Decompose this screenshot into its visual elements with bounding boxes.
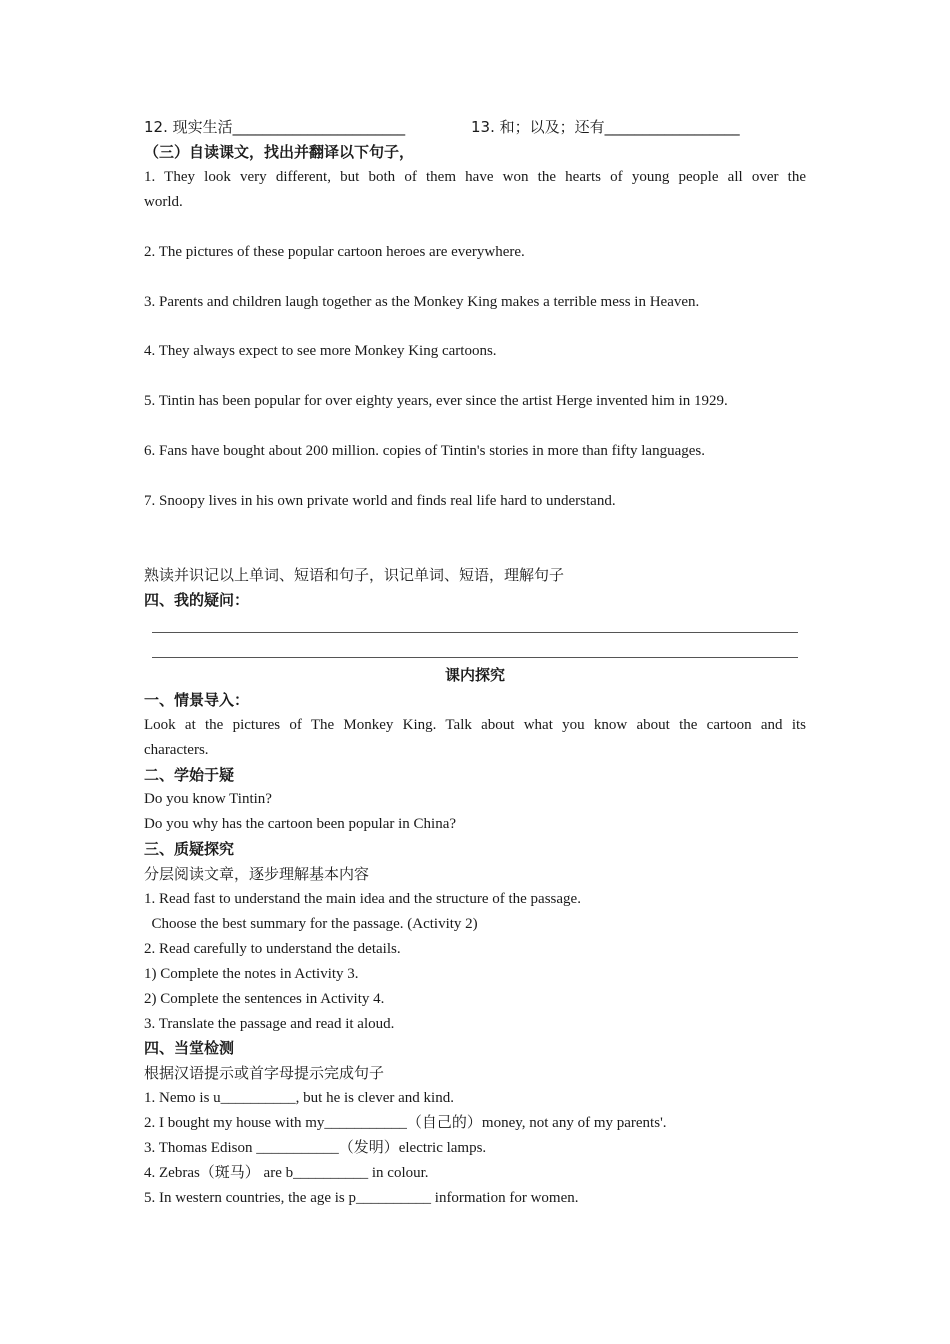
vocab-item-12: 12. 现实生活_______________________	[144, 118, 406, 136]
sentence-1-line-1: 1. They look very different, but both of them have won the hearts of young people all over the	[144, 169, 806, 185]
memorize-note: 熟读并识记以上单词、短语和句子，识记单词、短语，理解句子	[144, 566, 565, 584]
exercise-3: 3. Thomas Edison ___________（发明）electric lamps.	[144, 1140, 487, 1156]
sentence-7: 7. Snoopy lives in his own private world and finds real life hard to understand.	[144, 493, 616, 509]
part-3-line-5: 2) Complete the sentences in Activity 4.	[144, 991, 385, 1007]
section-3-heading: （三）自读课文，找出并翻译以下句子，	[144, 143, 415, 161]
vocab-row	[144, 115, 806, 140]
part-4-heading: 四、当堂检测	[144, 1039, 235, 1057]
part-4-subheading: 根据汉语提示或首字母提示完成句子	[144, 1064, 385, 1082]
part-3-line-4: 1) Complete the notes in Activity 3.	[144, 966, 359, 982]
inclass-title: 课内探究	[444, 666, 505, 684]
part-3-subheading: 分层阅读文章，逐步理解基本内容	[144, 865, 370, 883]
part-3-line-3: 2. Read carefully to understand the details.	[144, 941, 401, 957]
questions-heading: 四、我的疑问：	[144, 591, 250, 609]
sentence-4: 4. They always expect to see more Monkey King cartoons.	[144, 343, 497, 359]
part-1-line-2: characters.	[144, 742, 209, 758]
part-3-line-2: Choose the best summary for the passage. (Activity 2)	[144, 916, 478, 932]
part-2-heading: 二、学始于疑	[144, 766, 235, 784]
sentence-2: 2. The pictures of these popular cartoon heroes are everywhere.	[144, 244, 525, 260]
vocab-item-13: 13. 和；以及；还有__________________	[471, 118, 740, 136]
sentence-6: 6. Fans have bought about 200 million. copies of Tintin's stories in more than fifty languages.	[144, 443, 705, 459]
part-3-heading: 三、质疑探究	[144, 840, 235, 858]
exercise-5: 5. In western countries, the age is p__________ information for women.	[144, 1190, 579, 1206]
answer-line-1	[152, 632, 798, 633]
exercise-1: 1. Nemo is u__________, but he is clever and kind.	[144, 1090, 454, 1106]
sentence-3: 3. Parents and children laugh together as the Monkey King makes a terrible mess in Heaven.	[144, 294, 700, 310]
part-3-line-6: 3. Translate the passage and read it aloud.	[144, 1016, 395, 1032]
part-1-heading: 一、情景导入：	[144, 691, 250, 709]
part-2-question-1: Do you know Tintin?	[144, 791, 272, 807]
part-2-question-2: Do you why has the cartoon been popular in China?	[144, 816, 457, 832]
exercise-4: 4. Zebras（斑马） are b__________ in colour.	[144, 1165, 429, 1181]
sentence-1-line-2: world.	[144, 194, 183, 210]
part-3-line-1: 1. Read fast to understand the main idea and the structure of the passage.	[144, 891, 581, 907]
sentence-5: 5. Tintin has been popular for over eighty years, ever since the artist Herge invented him in 1929.	[144, 393, 728, 409]
exercise-2: 2. I bought my house with my___________（自己的）money, not any of my parents'.	[144, 1115, 667, 1131]
part-1-line-1: Look at the pictures of The Monkey King. Talk about what you know about the cartoon and its	[144, 717, 806, 733]
answer-line-2	[152, 657, 798, 658]
